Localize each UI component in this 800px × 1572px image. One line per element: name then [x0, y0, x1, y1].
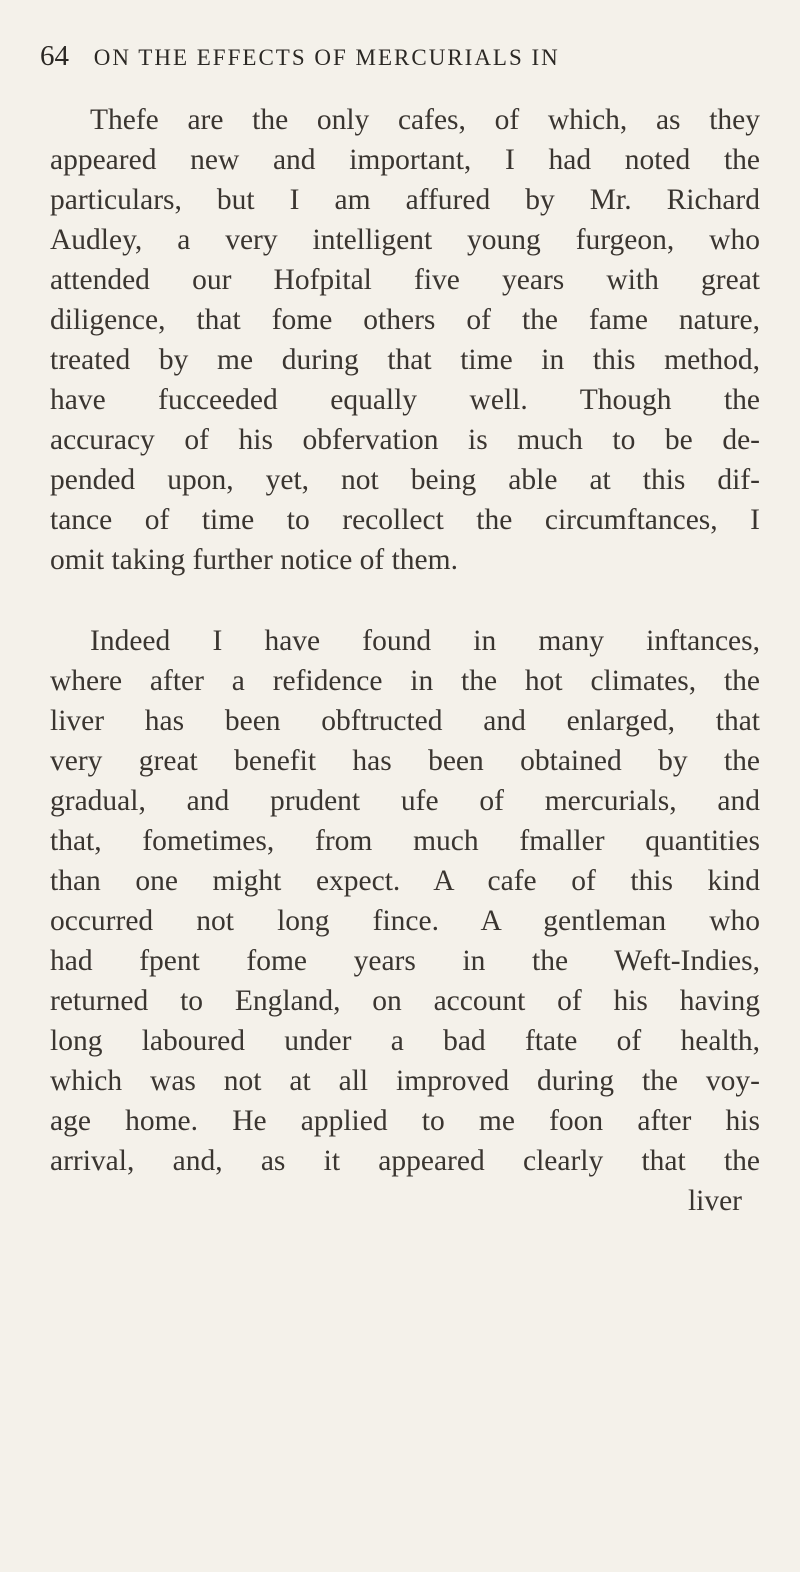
- text-line: tance of time to recollect the circumftances, I: [50, 504, 760, 536]
- paragraph-2: [50, 621, 760, 1181]
- text-line: long laboured under a bad ftate of health,: [50, 1025, 760, 1057]
- text-line: attended our Hofpital five years with great: [50, 264, 760, 296]
- text-line: age home. He applied to me foon after his: [50, 1105, 760, 1137]
- text-line: appeared new and important, I had noted the: [50, 144, 760, 176]
- text-line: returned to England, on account of his having: [50, 985, 760, 1017]
- text-line: that, fometimes, from much fmaller quantities: [50, 825, 760, 857]
- text-line: particulars, but I am affured by Mr. Richard: [50, 184, 760, 216]
- text-line: diligence, that fome others of the fame nature,: [50, 304, 760, 336]
- catchword: liver: [687, 1185, 742, 1217]
- running-header: [40, 40, 560, 73]
- body-text: [50, 100, 760, 1221]
- paragraph-1: [50, 100, 760, 580]
- text-line: omit taking further notice of them.: [50, 544, 458, 576]
- text-line: which was not at all improved during the voy-: [50, 1065, 760, 1097]
- text-line: very great benefit has been obtained by the: [50, 745, 760, 777]
- text-line: Indeed I have found in many inftances,: [90, 625, 760, 657]
- text-line: where after a refidence in the hot climates, the: [50, 665, 760, 697]
- text-line: occurred not long fince. A gentleman who: [50, 905, 760, 937]
- page-number: 64: [40, 40, 69, 72]
- text-line: Audley, a very intelligent young furgeon, who: [50, 224, 760, 256]
- text-line: Thefe are the only cafes, of which, as they: [90, 104, 760, 136]
- text-line: accuracy of his obfervation is much to be de-: [50, 424, 760, 456]
- text-line: gradual, and prudent ufe of mercurials, and: [50, 785, 760, 817]
- text-line: than one might expect. A cafe of this kind: [50, 865, 760, 897]
- text-line: liver has been obftructed and enlarged, that: [50, 705, 760, 737]
- text-line: pended upon, yet, not being able at this dif-: [50, 464, 760, 496]
- text-line: treated by me during that time in this method,: [50, 344, 760, 376]
- text-line: arrival, and, as it appeared clearly that the: [50, 1145, 760, 1177]
- text-line: have fucceeded equally well. Though the: [50, 384, 760, 416]
- paragraph-gap: [50, 580, 760, 621]
- text-line: had fpent fome years in the Weft-Indies,: [50, 945, 760, 977]
- running-title: ON THE EFFECTS OF MERCURIALS IN: [93, 45, 560, 70]
